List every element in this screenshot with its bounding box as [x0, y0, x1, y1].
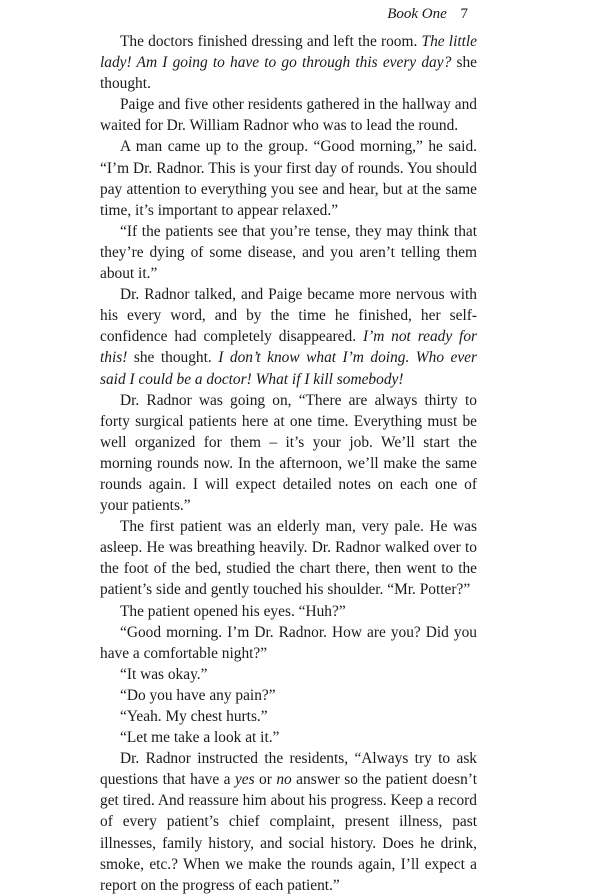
- text-run: or: [254, 771, 277, 789]
- paragraph: [100, 601, 477, 622]
- paragraph: [100, 664, 477, 685]
- paragraph: [100, 284, 477, 389]
- text-run: “If the patients see that you’re tense, they may think that they’re dying of some disease, and you aren’t telling them about it.”: [100, 222, 477, 283]
- paragraph: [100, 516, 477, 600]
- running-head: [387, 6, 468, 23]
- paragraph: [100, 94, 477, 136]
- paragraph: [100, 221, 477, 284]
- text-run: Dr. Radnor instructed the residents, “Always try to ask questions that have a: [100, 750, 477, 789]
- body-text: [100, 31, 477, 896]
- paragraph: [100, 31, 477, 94]
- paragraph: [100, 706, 477, 727]
- paragraph: [100, 685, 477, 706]
- paragraph: [100, 390, 477, 517]
- text-run: “Good morning. I’m Dr. Radnor. How are you? Did you have a comfortable night?”: [100, 623, 477, 662]
- text-run: “Let me take a look at it.”: [120, 729, 280, 747]
- italic-run: The little lady! Am I going to have to go through this every day?: [100, 33, 478, 72]
- text-run: “Yeah. My chest hurts.”: [120, 708, 268, 725]
- italic-run: I’m not ready for this!: [100, 328, 478, 367]
- text-run: A man came up to the group. “Good morning,” he said. “I’m Dr. Radnor. This is your first day of rounds. You should pay attention to everything you see and hear, but at the same time, it’s important to appear relaxed.”: [100, 138, 477, 219]
- text-run: The patient opened his eyes. “Huh?”: [120, 602, 346, 620]
- text-run: Dr. Radnor talked, and Paige became more nervous with his every word, and by the time he finished, her self-confidence had completely disappeared.: [100, 286, 477, 346]
- paragraph: [100, 136, 477, 220]
- text-run: The first patient was an elderly man, very pale. He was asleep. He was breathing heavily. Dr. Radnor walked over to the foot of the bed, studied the chart there, then went to the patient’s side and gently touched his shoulder. “Mr. Potter?”: [100, 518, 477, 599]
- paragraph: [100, 748, 477, 896]
- italic-run: I don’t know what I’m doing. Who ever said I could be a doctor! What if I kill somebody!: [100, 349, 477, 388]
- italic-run: yes: [234, 771, 255, 789]
- text-run: Dr. Radnor was going on, “There are always thirty to forty surgical patients here at one time. Everything must be well organized for them – it’s your job. We’ll start the morning rounds now. In the afternoon, we’ll make the same rounds again. I will expect detailed notes on each one of your patients.”: [100, 391, 477, 515]
- text-run: answer so the patient doesn’t get tired. And reassure him about his progress. Keep a record of every patient’s chief complaint, present illness, past illnesses, family history, and social history. Does he drink, smoke, etc.? When we make the rounds again, I’ll expect a report on the progress of each patient.”: [100, 771, 477, 894]
- paragraph: [100, 727, 477, 748]
- page-number: 7: [460, 6, 468, 22]
- text-run: she thought.: [100, 54, 477, 93]
- paragraph: [100, 622, 477, 664]
- running-head-section: Book One: [387, 6, 447, 22]
- text-run: “It was okay.”: [120, 665, 208, 683]
- italic-run: no: [276, 771, 292, 789]
- text-run: “Do you have any pain?”: [120, 686, 276, 704]
- text-run: The doctors finished dressing and left the room.: [120, 33, 422, 50]
- text-run: Paige and five other residents gathered in the hallway and waited for Dr. William Radnor who was to lead the round.: [100, 96, 477, 135]
- text-run: she thought.: [127, 349, 219, 367]
